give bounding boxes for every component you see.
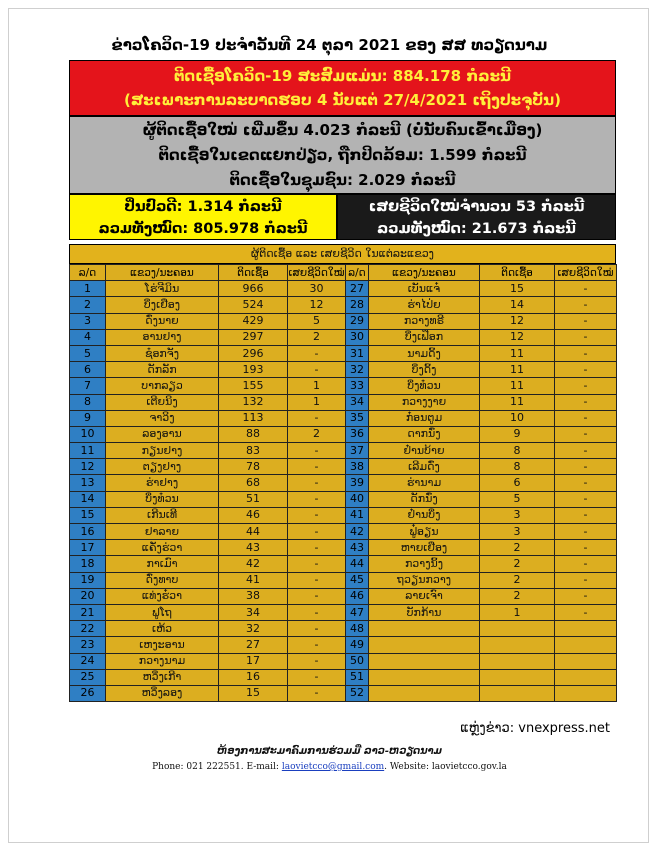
infected-count: 429	[219, 313, 288, 329]
deaths-total: ລວມທັງໝົດ: 21.673 ກໍລະນີ	[377, 221, 576, 237]
infected-count: 11	[480, 394, 555, 410]
footer-phone: Phone: 021 222551. E-mail:	[152, 762, 282, 772]
row-number: 11	[70, 443, 106, 459]
row-number: 21	[70, 604, 106, 620]
infected-count: 12	[480, 313, 555, 329]
new-deaths: 5	[288, 313, 346, 329]
province-name: ເຕີຍນິງ	[106, 394, 219, 410]
table-row	[70, 685, 617, 701]
table-row	[70, 507, 617, 523]
table-row	[70, 475, 617, 491]
row-number: 46	[346, 588, 369, 604]
row-number: 32	[346, 362, 369, 378]
new-deaths: -	[555, 604, 617, 620]
new-deaths: -	[288, 345, 346, 361]
table-row	[70, 637, 617, 653]
row-number: 10	[70, 426, 106, 442]
deaths-box	[337, 194, 616, 240]
infected-count: 15	[219, 685, 288, 701]
row-number: 34	[346, 394, 369, 410]
province-name: ຖວຽນກວາງ	[369, 572, 480, 588]
new-deaths: -	[288, 572, 346, 588]
province-name: ຫວິ່ງເກີາ	[106, 669, 219, 685]
province-name: ຟູ໋ອຽນ	[369, 524, 480, 540]
province-name	[369, 621, 480, 637]
column-header: ລ/ດ	[70, 265, 106, 281]
infected-count	[480, 621, 555, 637]
row-number: 50	[346, 653, 369, 669]
province-name: ກຽນຢາງ	[106, 443, 219, 459]
infected-count: 38	[219, 588, 288, 604]
news-source: ແຫຼ່ງຂ່າວ: vnexpress.net	[460, 721, 610, 736]
infected-count: 68	[219, 475, 288, 491]
infected-count: 14	[480, 297, 555, 313]
column-header: ເສຍຊີວິດໃໝ່	[555, 265, 617, 281]
cumulative-banner	[69, 60, 616, 116]
infected-count: 9	[480, 426, 555, 442]
province-name: ກາເມົາ	[106, 556, 219, 572]
infected-count: 3	[480, 524, 555, 540]
province-name: ດົ່ງທາບ	[106, 572, 219, 588]
province-name: ແທ່ງຮ໋ວາ	[106, 588, 219, 604]
new-deaths: -	[288, 685, 346, 701]
province-name: ເບັນແຈ໋	[369, 281, 480, 297]
row-number: 3	[70, 313, 106, 329]
row-number: 27	[346, 281, 369, 297]
new-deaths: -	[555, 410, 617, 426]
row-number: 2	[70, 297, 106, 313]
infected-count: 2	[480, 588, 555, 604]
new-deaths: -	[555, 362, 617, 378]
new-deaths: -	[288, 604, 346, 620]
province-name: ບິ່ງເຟືອກ	[369, 329, 480, 345]
infected-count: 1	[480, 604, 555, 620]
province-name: ບິ່ງທ໋ວນ	[369, 378, 480, 394]
province-name: ຢ໋ານບິ່ງ	[369, 507, 480, 523]
deaths-today: ເສຍຊີວິດໃໝ່ຈຳນວນ 53 ກໍລະນີ	[368, 199, 585, 215]
new-deaths: -	[555, 281, 617, 297]
row-number: 24	[70, 653, 106, 669]
infected-count: 51	[219, 491, 288, 507]
row-number: 41	[346, 507, 369, 523]
new-cases-community: ຕິດເຊື້ອໃນຊຸມຊົນ: 2.029 ກໍລະນີ	[229, 171, 456, 189]
infected-count: 155	[219, 378, 288, 394]
province-name: ດັກລັກ	[106, 362, 219, 378]
province-name: ເຫງະອານ	[106, 637, 219, 653]
row-number: 45	[346, 572, 369, 588]
table-row	[70, 281, 617, 297]
cumulative-total: ຕິດເຊື້ອໂຄວິດ-19 ສະສົມແມ່ນ: 884.178 ກໍລະນີ	[174, 67, 511, 85]
row-number: 40	[346, 491, 369, 507]
table-row	[70, 653, 617, 669]
row-number: 19	[70, 572, 106, 588]
new-deaths	[555, 653, 617, 669]
province-name: ຊ໋ອກຈັງ	[106, 345, 219, 361]
new-deaths: 12	[288, 297, 346, 313]
row-number: 8	[70, 394, 106, 410]
row-number: 18	[70, 556, 106, 572]
row-number: 12	[70, 459, 106, 475]
row-number: 35	[346, 410, 369, 426]
infected-count: 32	[219, 621, 288, 637]
infected-count: 15	[480, 281, 555, 297]
table-row	[70, 313, 617, 329]
new-deaths: -	[288, 362, 346, 378]
province-name: ຮ່າໄປ່ຍ	[369, 297, 480, 313]
province-name: ຫວິ່ງລອງ	[106, 685, 219, 701]
table-row	[70, 443, 617, 459]
province-name: ໂຮ່ຈີມິນ	[106, 281, 219, 297]
table-row	[70, 524, 617, 540]
province-name	[369, 637, 480, 653]
recovered-today: ປິ່ນປົວດີ: 1.314 ກໍລະນີ	[124, 199, 282, 215]
new-deaths: -	[555, 394, 617, 410]
table-row	[70, 362, 617, 378]
new-deaths: -	[288, 524, 346, 540]
province-name: ບາກລຽວ	[106, 378, 219, 394]
row-number: 13	[70, 475, 106, 491]
row-number: 22	[70, 621, 106, 637]
new-deaths: -	[555, 378, 617, 394]
province-name: ດັກນົ່ງ	[369, 491, 480, 507]
infected-count: 297	[219, 329, 288, 345]
new-deaths: -	[555, 459, 617, 475]
infected-count: 113	[219, 410, 288, 426]
column-header: ລ/ດ	[346, 265, 369, 281]
infected-count: 524	[219, 297, 288, 313]
province-name: ບິ່ງດິ້ງ	[369, 362, 480, 378]
row-number: 39	[346, 475, 369, 491]
table-row	[70, 297, 617, 313]
province-name: ນາມດິ້ງ	[369, 345, 480, 361]
new-deaths: -	[288, 459, 346, 475]
table-row	[70, 556, 617, 572]
province-name	[369, 653, 480, 669]
infected-count	[480, 669, 555, 685]
row-number: 30	[346, 329, 369, 345]
infected-count: 11	[480, 345, 555, 361]
province-name: ກວາງງາຍ	[369, 394, 480, 410]
row-number: 52	[346, 685, 369, 701]
new-deaths: -	[288, 507, 346, 523]
new-deaths: -	[288, 588, 346, 604]
table-row	[70, 604, 617, 620]
footer-contact	[0, 762, 659, 772]
new-deaths	[555, 669, 617, 685]
row-number: 25	[70, 669, 106, 685]
infected-count: 5	[480, 491, 555, 507]
table-row	[70, 540, 617, 556]
province-name: ລາຍເຈົາ	[369, 588, 480, 604]
new-deaths: -	[555, 540, 617, 556]
new-deaths: -	[555, 507, 617, 523]
infected-count: 27	[219, 637, 288, 653]
table-header-row	[70, 265, 617, 281]
row-number: 4	[70, 329, 106, 345]
infected-count: 2	[480, 572, 555, 588]
infected-count: 3	[480, 507, 555, 523]
infected-count: 17	[219, 653, 288, 669]
row-number: 48	[346, 621, 369, 637]
province-name: ຕຽງຢາງ	[106, 459, 219, 475]
row-number: 14	[70, 491, 106, 507]
table-row	[70, 621, 617, 637]
infected-count: 11	[480, 378, 555, 394]
new-cases-quarantine: ຕິດເຊື້ອໃນເຂດແຍກປ່ຽວ, ຖືກປິດລ້ອມ: 1.599 ກໍລະນີ	[158, 146, 527, 164]
infected-count: 10	[480, 410, 555, 426]
province-name: ບັກກ້ານ	[369, 604, 480, 620]
province-name	[369, 685, 480, 701]
row-number: 37	[346, 443, 369, 459]
new-deaths: -	[555, 297, 617, 313]
new-deaths: -	[288, 637, 346, 653]
infected-count: 2	[480, 556, 555, 572]
infected-count: 78	[219, 459, 288, 475]
infected-count: 296	[219, 345, 288, 361]
province-name: ກວາງນິ້ງ	[369, 556, 480, 572]
row-number: 23	[70, 637, 106, 653]
column-header: ເສຍຊີວິດໃໝ່	[288, 265, 346, 281]
province-name: ຢາລາຍ	[106, 524, 219, 540]
row-number: 17	[70, 540, 106, 556]
infected-count: 12	[480, 329, 555, 345]
province-name: ເຫ້ວ	[106, 621, 219, 637]
province-name	[369, 669, 480, 685]
footer-website: . Website: laovietcco.gov.la	[384, 762, 507, 772]
row-number: 42	[346, 524, 369, 540]
column-header: ແຂວງ/ນະຄອນ	[106, 265, 219, 281]
table-row	[70, 459, 617, 475]
row-number: 31	[346, 345, 369, 361]
infected-count: 11	[480, 362, 555, 378]
province-name: ຟູໂຖ	[106, 604, 219, 620]
infected-count: 34	[219, 604, 288, 620]
new-deaths: -	[555, 329, 617, 345]
row-number: 5	[70, 345, 106, 361]
infected-count	[480, 637, 555, 653]
recovered-box	[69, 194, 337, 240]
new-deaths	[555, 685, 617, 701]
province-name: ຮ່ານາມ	[369, 475, 480, 491]
new-deaths: -	[555, 313, 617, 329]
row-number: 15	[70, 507, 106, 523]
new-deaths: -	[288, 669, 346, 685]
footer-organization: ຫ້ອງການສະມາຄົມການຮ່ວມມື ລາວ-ຫວຽດນາມ	[216, 746, 443, 757]
table-row	[70, 426, 617, 442]
new-deaths: 2	[288, 426, 346, 442]
new-deaths: -	[288, 621, 346, 637]
infected-count: 16	[219, 669, 288, 685]
new-cases-total: ຜູ້ຕິດເຊື້ອໃໝ່ ເພີ່ມຂຶ້ນ 4.023 ກໍລະນີ (ບໍ່ນັບຄົນເຂົ້າເມືອງ)	[142, 121, 543, 139]
new-deaths: 30	[288, 281, 346, 297]
infected-count: 966	[219, 281, 288, 297]
new-deaths: -	[288, 475, 346, 491]
new-deaths: -	[288, 556, 346, 572]
province-name: ດາກນົ່ງ	[369, 426, 480, 442]
province-name: ຮ່າຢາງ	[106, 475, 219, 491]
province-name: ຫາຍເຢືອງ	[369, 540, 480, 556]
row-number: 28	[346, 297, 369, 313]
new-deaths: -	[555, 572, 617, 588]
province-name: ແຄັ່ງຮ່ວາ	[106, 540, 219, 556]
new-deaths: -	[555, 345, 617, 361]
new-deaths: -	[288, 491, 346, 507]
row-number: 20	[70, 588, 106, 604]
province-name: ກວາງທຣີ	[369, 313, 480, 329]
infected-count: 44	[219, 524, 288, 540]
province-name: ບິ່ງທ໋ວນ	[106, 491, 219, 507]
page-title: ຂ່າວໂຄວິດ-19 ປະຈຳວັນທີ 24 ຕຸລາ 2021 ຂອງ ສສ ທວຽດນາມ	[111, 36, 548, 54]
footer-email-link[interactable]: laovietcco@gmail.com	[281, 762, 385, 772]
table-row	[70, 329, 617, 345]
infected-count: 88	[219, 426, 288, 442]
new-deaths: -	[555, 588, 617, 604]
province-name: ລອງອານ	[106, 426, 219, 442]
table-row	[70, 378, 617, 394]
new-deaths: -	[555, 475, 617, 491]
cumulative-period: (ສະເພາະການລະບາດຮອບ 4 ນັບແຕ່ 27/4/2021 ເຖິງປະຈຸບັນ)	[124, 91, 561, 109]
row-number: 29	[346, 313, 369, 329]
infected-count	[480, 653, 555, 669]
infected-count: 132	[219, 394, 288, 410]
province-name: ກ໋ອນຕູມ	[369, 410, 480, 426]
table-caption: ຜູ້ຕິດເຊື້ອ ແລະ ເສຍຊີວິດ ໃນແຕ່ລະແຂວງ	[69, 244, 616, 264]
column-header: ຕິດເຊື້ອ	[219, 265, 288, 281]
table-row	[70, 345, 617, 361]
province-name: ຢ໋ານບ້າຍ	[369, 443, 480, 459]
new-deaths: -	[288, 540, 346, 556]
infected-count: 2	[480, 540, 555, 556]
row-number: 7	[70, 378, 106, 394]
row-number: 36	[346, 426, 369, 442]
table-row	[70, 410, 617, 426]
new-deaths	[555, 621, 617, 637]
province-name: ດົ່ງນາຍ	[106, 313, 219, 329]
new-deaths: -	[288, 410, 346, 426]
infected-count: 83	[219, 443, 288, 459]
infected-count: 42	[219, 556, 288, 572]
infected-count: 193	[219, 362, 288, 378]
infected-count	[480, 685, 555, 701]
infected-count: 41	[219, 572, 288, 588]
new-deaths: -	[555, 426, 617, 442]
infected-count: 6	[480, 475, 555, 491]
row-number: 26	[70, 685, 106, 701]
row-number: 1	[70, 281, 106, 297]
new-deaths: 1	[288, 394, 346, 410]
row-number: 47	[346, 604, 369, 620]
new-cases-banner	[69, 116, 616, 194]
column-header: ຕິດເຊື້ອ	[480, 265, 555, 281]
province-name: ອານຢາງ	[106, 329, 219, 345]
new-deaths: -	[555, 491, 617, 507]
new-deaths: 1	[288, 378, 346, 394]
province-name: ຈາວິງ	[106, 410, 219, 426]
infected-count: 8	[480, 459, 555, 475]
row-number: 43	[346, 540, 369, 556]
row-number: 9	[70, 410, 106, 426]
new-deaths: -	[555, 443, 617, 459]
table-row	[70, 572, 617, 588]
row-number: 33	[346, 378, 369, 394]
table-row	[70, 394, 617, 410]
new-deaths: -	[555, 524, 617, 540]
province-name: ກວາງນາມ	[106, 653, 219, 669]
table-row	[70, 588, 617, 604]
row-number: 38	[346, 459, 369, 475]
province-name: ເກີນເທີ	[106, 507, 219, 523]
infected-count: 8	[480, 443, 555, 459]
row-number: 49	[346, 637, 369, 653]
row-number: 44	[346, 556, 369, 572]
table-row	[70, 669, 617, 685]
row-number: 6	[70, 362, 106, 378]
row-number: 51	[346, 669, 369, 685]
new-deaths: -	[555, 556, 617, 572]
column-header: ແຂວງ/ນະຄອນ	[369, 265, 480, 281]
new-deaths: -	[288, 443, 346, 459]
province-name: ບິ່ງເຢືອງ	[106, 297, 219, 313]
new-deaths	[555, 637, 617, 653]
infected-count: 43	[219, 540, 288, 556]
recovered-total: ລວມທັງໝົດ: 805.978 ກໍລະນີ	[98, 221, 308, 237]
table-row	[70, 491, 617, 507]
new-deaths: 2	[288, 329, 346, 345]
province-table	[69, 264, 617, 702]
province-name: ເລີມດົ່ງ	[369, 459, 480, 475]
new-deaths: -	[288, 653, 346, 669]
row-number: 16	[70, 524, 106, 540]
infected-count: 46	[219, 507, 288, 523]
